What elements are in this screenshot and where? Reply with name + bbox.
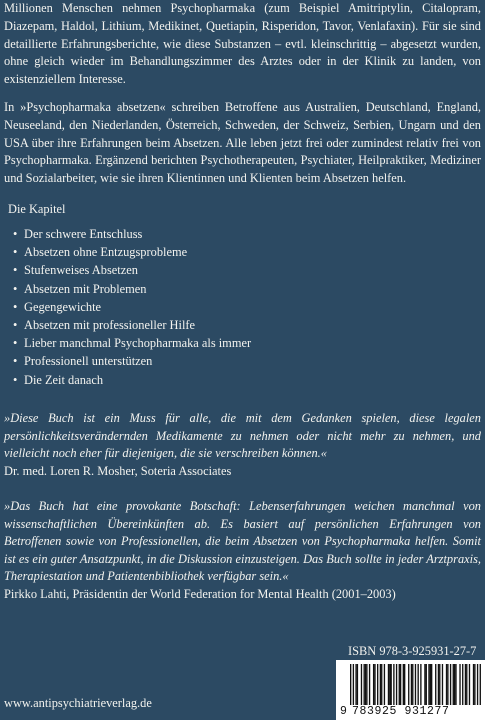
barcode-bar — [396, 664, 397, 706]
barcode-bar — [474, 664, 475, 706]
barcode-bar — [447, 664, 448, 706]
barcode-bar — [438, 664, 439, 706]
chapter-label: Gegengewichte — [24, 299, 102, 314]
bullet-icon: • — [13, 299, 18, 314]
chapter-label: Professionell unterstützen — [24, 354, 153, 369]
barcode-bar — [357, 664, 358, 706]
barcode-bar — [473, 664, 474, 706]
list-item — [13, 371, 251, 389]
barcode-bar — [377, 664, 378, 706]
bullet-icon: • — [13, 281, 18, 296]
barcode-bar — [369, 664, 370, 706]
barcode-bar — [393, 664, 394, 706]
barcode-bar — [469, 664, 470, 706]
list-item — [13, 334, 251, 352]
barcode-digits: 783925 931277 — [352, 705, 450, 718]
barcode-bar — [373, 664, 374, 706]
barcode-bar — [453, 664, 454, 706]
barcode-bar — [404, 664, 405, 706]
list-item — [13, 298, 251, 316]
barcode-bar — [411, 664, 412, 706]
barcode-bar — [388, 664, 389, 706]
chapter-label: Absetzen mit Problemen — [24, 281, 147, 296]
barcode — [336, 660, 485, 720]
list-item — [13, 316, 251, 334]
barcode-bar — [435, 664, 436, 706]
publisher-website: www.antipsychiatrieverlag.de — [4, 696, 152, 710]
barcode-bar — [365, 664, 366, 706]
barcode-bar — [366, 664, 367, 706]
barcode-bar — [424, 664, 425, 706]
chapter-label: Lieber manchmal Psychopharmaka als immer — [24, 336, 252, 351]
list-item — [13, 280, 251, 298]
barcode-bar — [400, 664, 401, 706]
quote-mosher — [4, 410, 481, 480]
bullet-icon: • — [13, 263, 18, 278]
barcode-bar — [408, 664, 409, 706]
chapter-list — [13, 225, 251, 389]
barcode-bar — [426, 664, 427, 706]
chapter-label: Stufenweises Absetzen — [24, 263, 138, 278]
description-paragraph: In »Psychopharmaka absetzen« schreiben Betroffene aus Australien, Deutschland, England, Neuseeland, den Niederlanden, Österreich, Schweden, der Schweiz, Serbien, Ungarn und den USA über ihre Erfahrungen beim Absetzen. Alle leben jetzt frei oder zumindest relativ frei von Psychopharmaka. Ergänzend berichten Psychotherapeuten, Psychiater, Heilpraktiker, Mediziner und Sozialarbeiter, wie sie ihren Klientinnen und Klienten beim Absetzen helfen. — [4, 100, 481, 186]
barcode-bar — [446, 664, 447, 706]
barcode-bar — [389, 664, 390, 706]
bullet-icon: • — [13, 336, 18, 351]
barcode-bar — [459, 664, 460, 706]
barcode-bar — [465, 664, 466, 706]
barcode-bar — [439, 664, 440, 706]
barcode-bar — [403, 664, 404, 706]
list-item — [13, 243, 251, 261]
quote-author: Pirkko Lahti, Präsidentin der World Federation for Mental Health (2001–2003) — [4, 586, 396, 601]
barcode-bar — [361, 664, 362, 706]
barcode-bar — [430, 664, 431, 706]
chapter-label: Absetzen ohne Entzugsprobleme — [24, 245, 188, 260]
barcode-bar — [442, 664, 443, 706]
bullet-icon: • — [13, 372, 18, 387]
chapter-label: Der schwere Entschluss — [24, 227, 143, 241]
barcode-bar — [391, 664, 392, 706]
quote-text: »Das Buch hat eine provokante Botschaft: Lebenserfahrungen weichen manchmal von wissenschaftlichen Übereinkünften ab. Es basiert auf persönlichen Erfahrungen von Betroffenen sowie von Professionellen, die beim Absetzen von Psychopharmaka helfen. Somit ist es ein guter Ansatzpunkt, in die Diskussion einzusteigen. Das Buch sollte in jeder Arztpraxis, Therapiestation und Patientenbibliothek verfügbar sein.« — [4, 499, 481, 584]
bullet-icon: • — [13, 354, 18, 369]
barcode-bar — [450, 664, 451, 706]
barcode-bar — [431, 664, 432, 706]
barcode-bar — [381, 664, 382, 706]
barcode-bar — [384, 664, 385, 706]
quote-lahti — [4, 498, 481, 604]
chapter-label: Die Zeit danach — [24, 372, 104, 387]
list-item — [13, 261, 251, 279]
isbn-label: ISBN 978-3-925931-27-7 — [348, 644, 477, 658]
chapter-label: Absetzen mit professioneller Hilfe — [24, 318, 196, 333]
list-item — [13, 225, 251, 243]
quote-text: »Diese Buch ist ein Muss für alle, die mit dem Gedanken spielen, diese legalen persönlichkeitsverändernden Medikamente zu nehmen oder nicht mehr zu nehmen, und vielleicht noch eher für diejenigen, die sie verschreiben können.« — [4, 411, 481, 461]
barcode-bar — [454, 664, 455, 706]
barcode-bar — [428, 664, 429, 706]
barcode-bar — [399, 664, 400, 706]
barcode-bar — [355, 664, 356, 706]
barcode-bar — [455, 664, 456, 706]
list-item — [13, 352, 251, 370]
barcode-first-digit: 9 — [340, 705, 348, 718]
intro-paragraph: Millionen Menschen nehmen Psychopharmaka (zum Beispiel Amitriptylin, Citalopram, Diazepam, Haldol, Lithium, Medikinet, Quetiapin, Risperidon, Tavor, Venlafaxin). Für sie sind detaillierte Erfahrungsberichte, wie diese Substanzen – evtl. kleinschrittig – abgesetzt wurden, ohne gleich wieder im Behandlungszimmer des Arztes oder in der Klinik zu landen, von existenziellem Interesse. — [4, 1, 481, 87]
bullet-icon: • — [13, 245, 18, 260]
bullet-icon: • — [13, 318, 18, 333]
barcode-bar — [420, 664, 421, 706]
barcode-bar — [374, 664, 375, 706]
chapters-heading: Die Kapitel — [8, 202, 66, 216]
barcode-number — [336, 705, 485, 720]
barcode-bar — [466, 664, 467, 706]
barcode-bar — [462, 664, 463, 706]
barcode-bar — [380, 664, 381, 706]
barcode-bar — [364, 664, 365, 706]
bullet-icon: • — [13, 227, 18, 241]
quote-author: Dr. med. Loren R. Mosher, Soteria Associates — [4, 463, 232, 478]
